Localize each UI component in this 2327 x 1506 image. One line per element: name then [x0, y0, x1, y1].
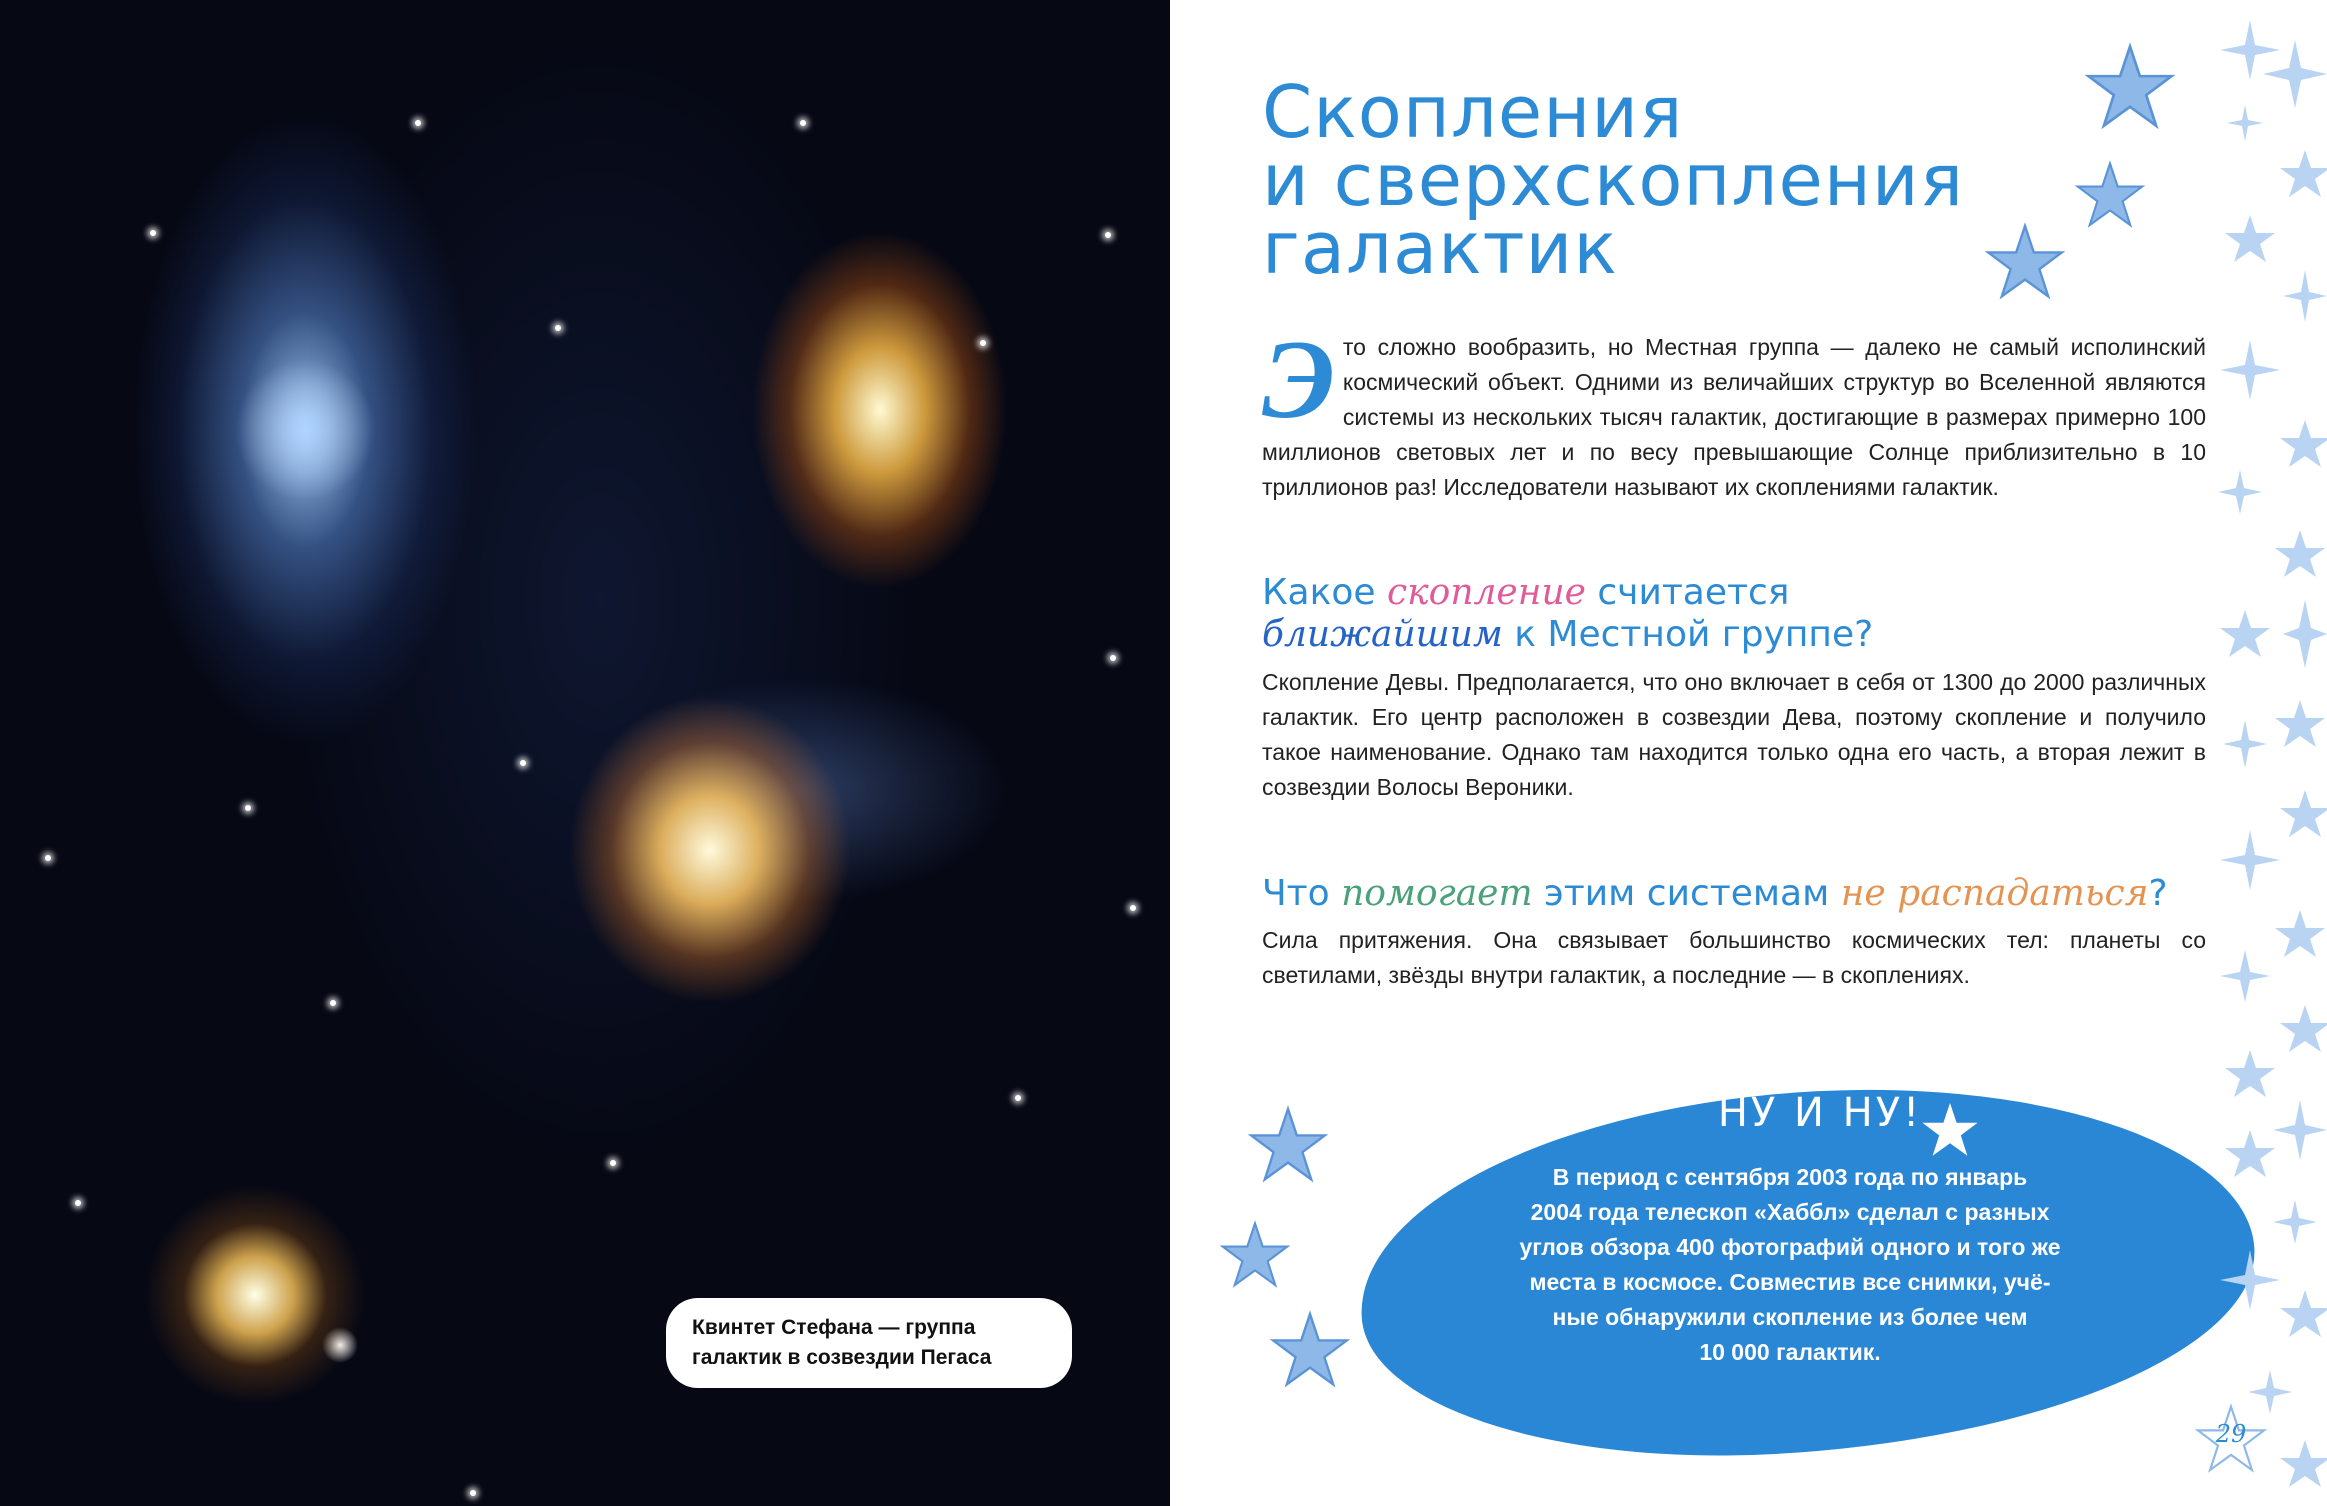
intro-paragraph [1262, 318, 2206, 505]
star-icon [2085, 42, 2175, 132]
fact-line: углов обзора 400 фотографий одного и того же [1519, 1234, 2061, 1260]
photo-star [1105, 232, 1111, 238]
fact-line: В период с сентября 2003 года по январь [1552, 1164, 2028, 1190]
photo-star [520, 760, 526, 766]
highlight-word: не распадаться [1840, 873, 2149, 914]
title-line-2: и сверхскопления [1262, 138, 1965, 222]
sparkle-border [2210, 0, 2327, 1506]
photo-star [245, 805, 251, 811]
intro-text: то сложно вообразить, но Местная группа — далеко не самый исполинский космический объект. Одними из величайших структур во Вселенной являются системы из нескольких тысяч галактик, достигающие в размерах примерно 100 миллионов световых лет и по весу превышающие Солнце приблизительно в 10 триллионов раз! Исследователи называют их скоплениями галактик. [1262, 334, 2206, 500]
title-line-3: галактик [1262, 206, 1618, 290]
caption-line-1: Квинтет Стефана — группа [692, 1316, 976, 1339]
fact-line: места в космосе. Совместив все снимки, учё- [1529, 1269, 2051, 1295]
photo-star [75, 1200, 81, 1206]
title-line-1: Скопления [1262, 70, 1684, 154]
question-1-line-2: ближайшим к Местной группе? [1262, 614, 1874, 655]
fact-star-icon [1920, 1100, 1980, 1160]
photo-star [45, 855, 51, 861]
highlight-word: помогает [1341, 873, 1533, 914]
question-1-line-1: Какое скопление считается [1262, 572, 1790, 613]
photo-star [800, 120, 806, 126]
star-icon [2075, 160, 2145, 230]
star-icon [1985, 222, 2065, 302]
star-icon [1220, 1220, 1290, 1290]
fact-title: НУ И НУ! [1717, 1090, 1923, 1136]
highlight-word: ближайшим [1262, 614, 1503, 655]
fact-line: 2004 года телескоп «Хаббл» сделал с разных [1530, 1199, 2050, 1225]
question-2: Что помогает этим системам не распадаться? [1262, 873, 2168, 914]
page-number: 29 [2215, 1420, 2247, 1448]
star-icon [1248, 1105, 1328, 1185]
photo-star [610, 1160, 616, 1166]
photo-star [470, 1490, 476, 1496]
fact-text [1400, 1160, 2180, 1370]
photo-star [330, 1000, 336, 1006]
photo-star [555, 325, 561, 331]
page-title [1262, 70, 1965, 290]
highlight-word: скопление [1386, 572, 1586, 613]
photo-star [1015, 1095, 1021, 1101]
answer-2: Сила притяжения. Она связывает большинство космических тел: планеты со светилами, звёзды внутри галактик, а последние — в скоплениях. [1262, 927, 2206, 988]
star-icon [1270, 1310, 1350, 1390]
photo-star [415, 120, 421, 126]
photo-star [980, 340, 986, 346]
photo-star [150, 230, 156, 236]
photo-caption [666, 1298, 1072, 1388]
drop-cap: Э [1262, 318, 1335, 442]
fact-line: ные обнаружили скопление из более чем [1552, 1304, 2028, 1330]
fact-line: 10 000 галактик. [1699, 1339, 1881, 1365]
photo-star [1130, 905, 1136, 911]
question-1 [1262, 572, 1873, 656]
caption-line-2: галактик в созвездии Пегаса [692, 1346, 992, 1369]
answer-1: Скопление Девы. Предполагается, что оно включает в себя от 1300 до 2000 различных галактик. Его центр расположен в созвездии Дева, поэтому скопление и получило такое наименование. Однако там находится только одна его часть, а вторая лежит в созвездии Волосы Вероники. [1262, 669, 2206, 800]
photo-star [1110, 655, 1116, 661]
